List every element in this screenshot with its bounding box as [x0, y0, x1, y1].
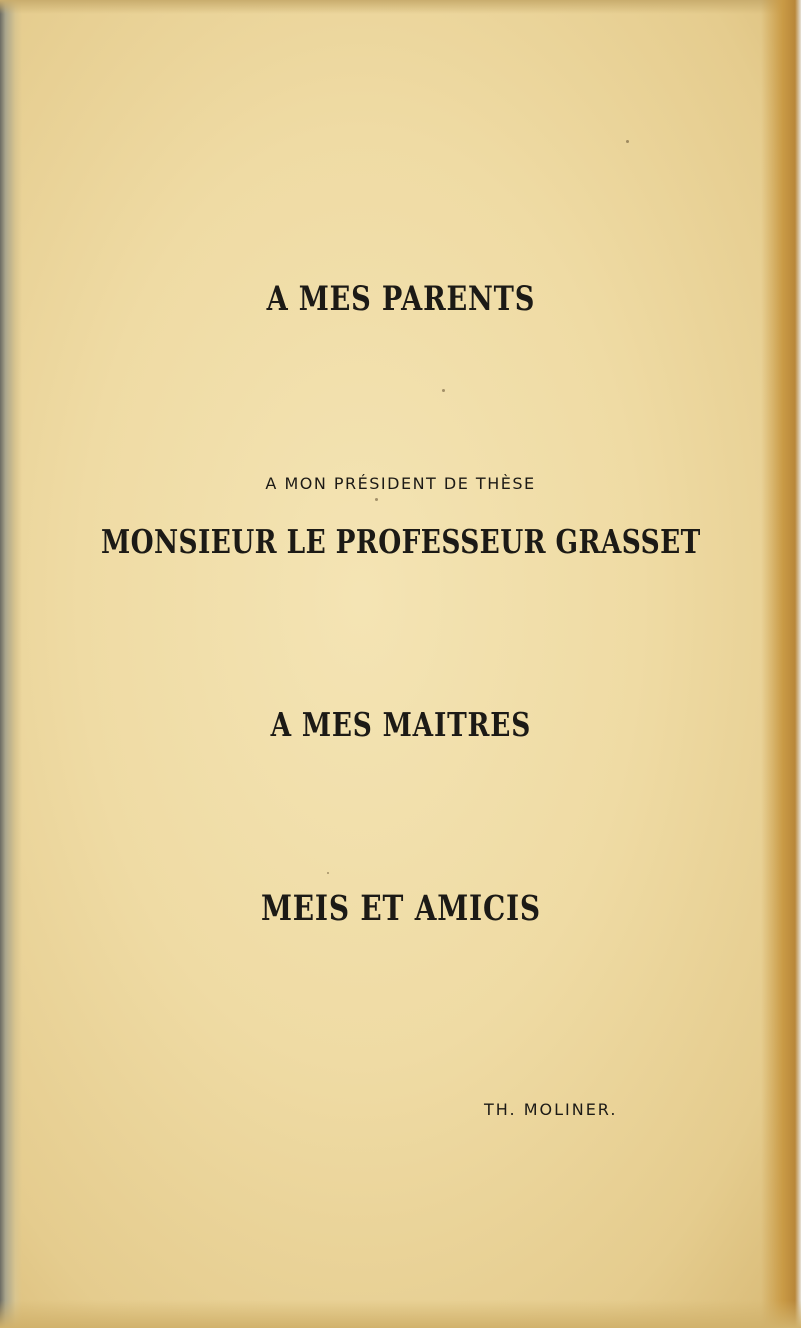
page-top-edge	[0, 0, 801, 14]
dedication-friends-text: MEIS ET AMICIS	[260, 888, 541, 929]
dedication-parents-text: A MES PARENTS	[266, 279, 535, 319]
page-binding-shadow	[0, 0, 22, 1328]
paper-speck	[442, 389, 445, 392]
dedication-parents	[0, 279, 801, 319]
paper-speck	[327, 872, 329, 874]
paper-speck	[375, 498, 378, 501]
page-right-edge	[761, 0, 801, 1328]
author-signature: TH. MOLINER.	[484, 1100, 618, 1119]
paper-speck	[626, 140, 629, 143]
dedication-president-intro: A MON PRÉSIDENT DE THÈSE	[265, 474, 536, 493]
page-bottom-edge	[0, 1300, 801, 1328]
dedication-masters-text: A MES MAITRES	[270, 705, 531, 744]
dedication-masters	[0, 705, 801, 745]
dedication-president-name-text: MONSIEUR LE PROFESSEUR GRASSET	[100, 522, 701, 561]
dedication-president-name	[0, 522, 801, 562]
dedication-friends	[0, 888, 801, 929]
